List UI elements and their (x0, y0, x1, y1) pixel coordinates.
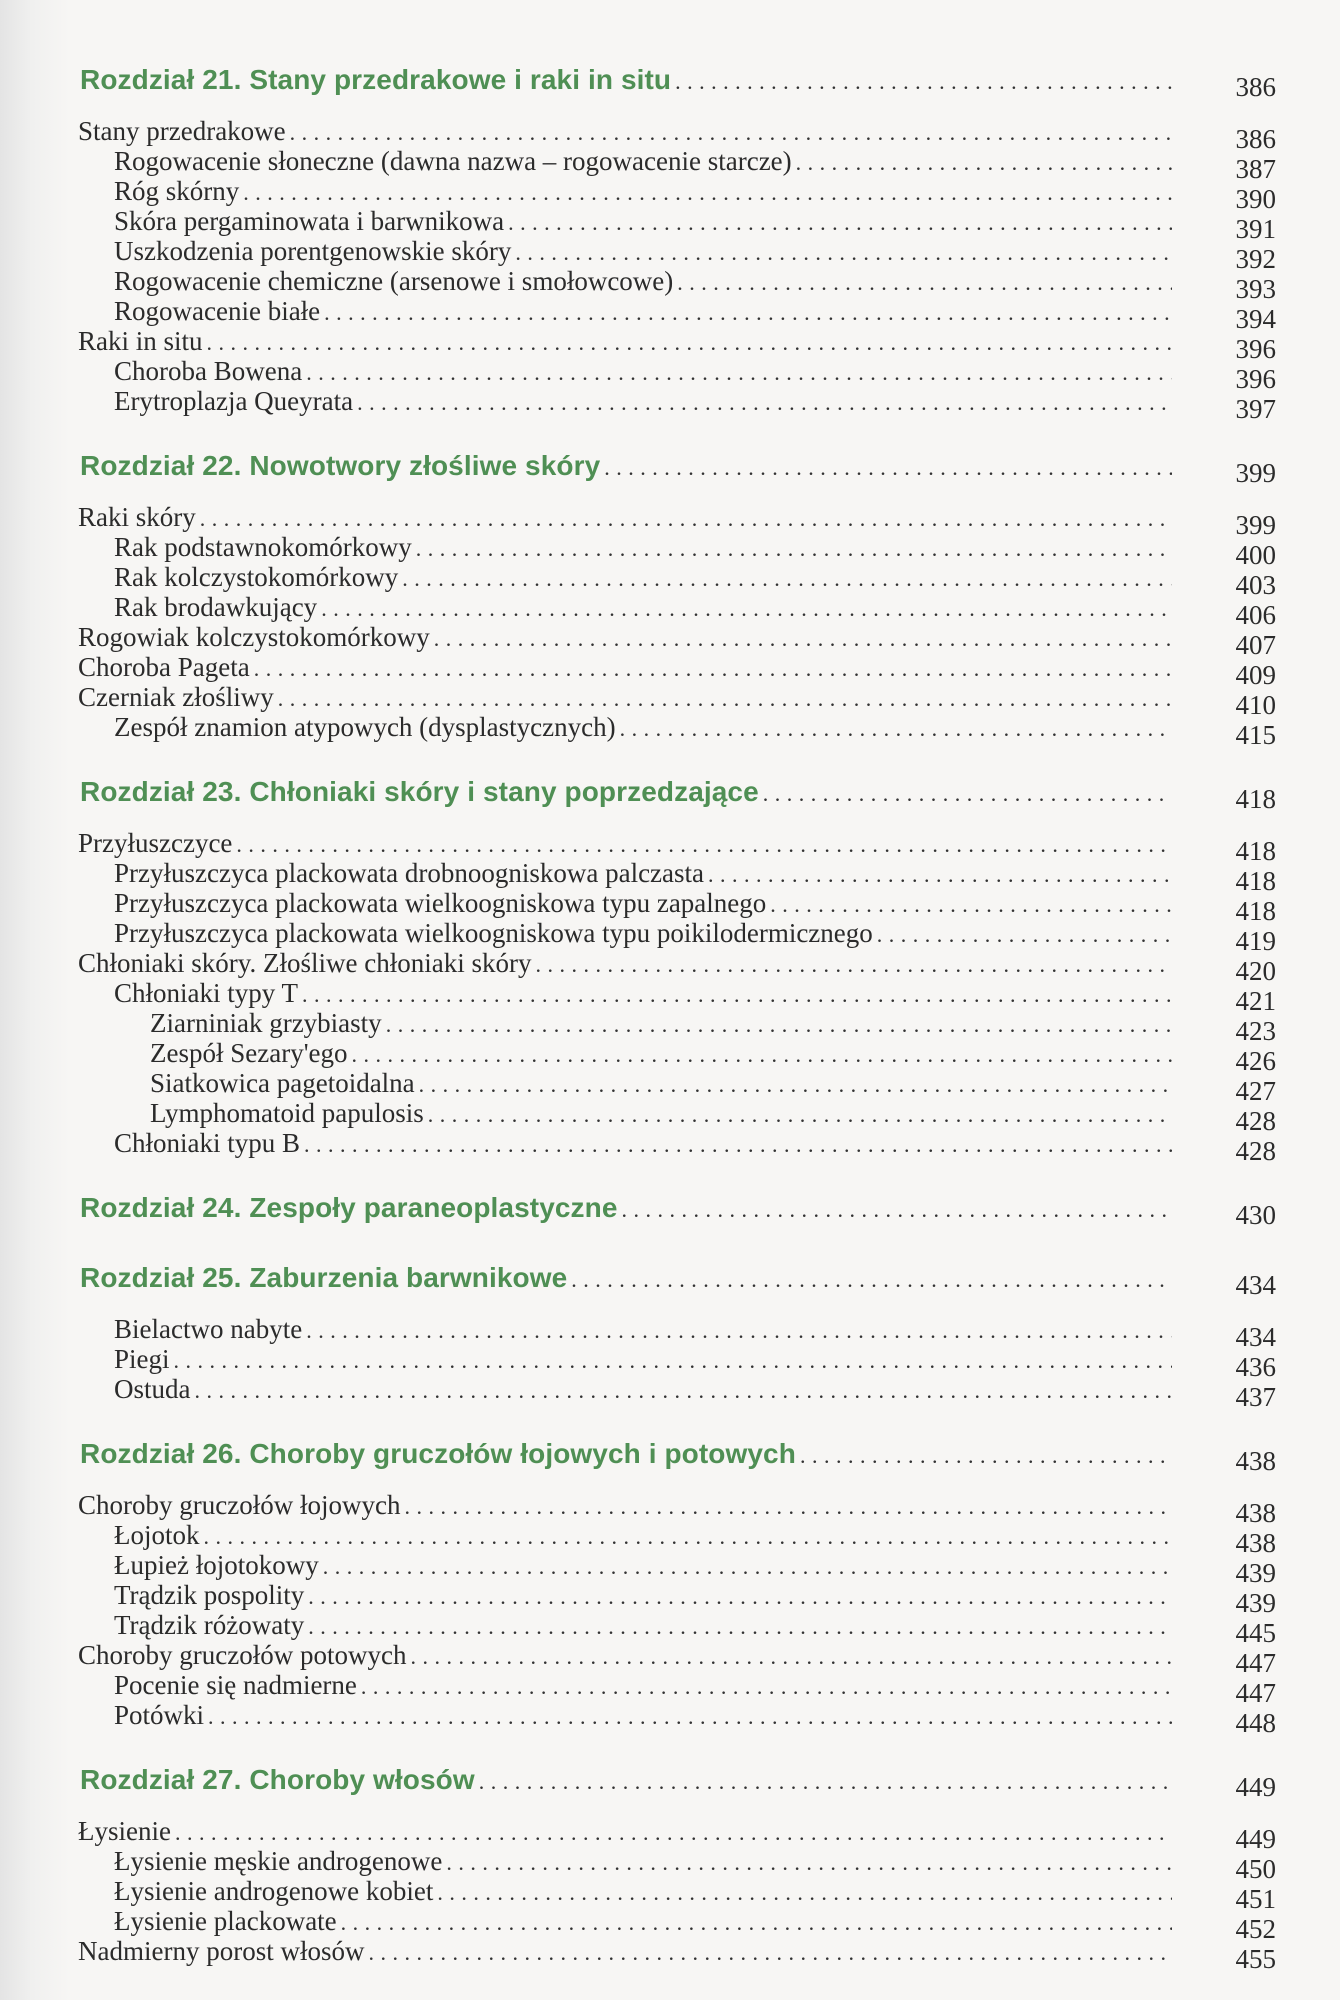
dot-leader (428, 1102, 1172, 1128)
toc-entry[interactable] (66, 1314, 1276, 1352)
toc-entry[interactable] (66, 146, 1276, 184)
toc-entry-page-number: 438 (1235, 1498, 1276, 1528)
dot-leader (195, 1378, 1173, 1404)
dot-leader (416, 536, 1172, 562)
toc-entry-row (78, 1490, 1172, 1521)
dot-leader (278, 686, 1172, 712)
chapter-page-number: 449 (1235, 1772, 1276, 1802)
toc-entry-page-number: 436 (1235, 1352, 1276, 1382)
dot-leader (308, 1614, 1172, 1640)
toc-entry[interactable] (66, 176, 1276, 214)
toc-entry-row (78, 1816, 1172, 1847)
toc-entry[interactable] (66, 532, 1276, 570)
toc-entry-page-number: 449 (1235, 1824, 1276, 1854)
dot-leader (306, 360, 1172, 386)
toc-entry-row (114, 1314, 1172, 1345)
toc-entry[interactable] (66, 1816, 1276, 1854)
chapter-title-row (80, 450, 1172, 482)
dot-leader (620, 716, 1172, 742)
chapter-title: Rozdział 22. Nowotwory złośliwe skóry (80, 450, 601, 481)
toc-entry-page-number: 423 (1235, 1016, 1276, 1046)
chapter-title-row (80, 776, 1172, 808)
dot-leader (361, 1674, 1172, 1700)
chapter-title: Rozdział 21. Stany przedrakowe i raki in situ (80, 64, 672, 95)
toc-entry-label: Choroba Pageta (78, 652, 250, 682)
chapter-title-row (80, 1192, 1172, 1224)
toc-entry[interactable] (66, 1640, 1276, 1678)
toc-entry[interactable] (66, 828, 1276, 866)
toc-entry-page-number: 427 (1235, 1076, 1276, 1106)
toc-entry-page-number: 393 (1235, 274, 1276, 304)
dot-leader (419, 1072, 1172, 1098)
toc-entry-label: Chłoniaki skóry. Złośliwe chłoniaki skóry (78, 948, 532, 978)
toc-entry-page-number: 451 (1235, 1884, 1276, 1914)
toc-entry[interactable] (66, 1550, 1276, 1588)
toc-entry-label: Rogowacenie słoneczne (dawna nazwa – rogowacenie starcze) (114, 146, 792, 176)
toc-entry-row (114, 1344, 1172, 1375)
dot-leader (622, 1197, 1172, 1223)
toc-entry-row (150, 1068, 1172, 1099)
dot-leader (675, 69, 1172, 95)
toc-entry-label: Czerniak złośliwy (78, 682, 274, 712)
toc-entry-page-number: 403 (1235, 570, 1276, 600)
toc-entry-row (114, 532, 1172, 563)
toc-entry-page-number: 390 (1235, 184, 1276, 214)
toc-entry-page-number: 397 (1235, 394, 1276, 424)
toc-entry-row (114, 146, 1172, 177)
dot-leader (763, 781, 1172, 807)
toc-entry-page-number: 418 (1235, 836, 1276, 866)
toc-entry[interactable] (66, 1490, 1276, 1528)
toc-entry-page-number: 391 (1235, 214, 1276, 244)
toc-entry-page-number: 396 (1235, 364, 1276, 394)
dot-leader (306, 1318, 1172, 1344)
toc-entry-label: Przyłuszczyca plackowata drobnoogniskowa palczasta (114, 858, 705, 888)
toc-entry[interactable] (66, 206, 1276, 244)
chapter-page-number: 434 (1235, 1270, 1276, 1300)
chapter-page-number: 399 (1235, 458, 1276, 488)
toc-entry[interactable] (66, 1344, 1276, 1382)
chapter-heading[interactable] (66, 772, 1276, 812)
toc-entry-row (114, 296, 1172, 327)
dot-leader (479, 1769, 1172, 1795)
chapter-section (66, 1760, 1276, 1974)
toc-entry[interactable] (66, 948, 1276, 986)
chapter-section (66, 1258, 1276, 1412)
toc-entry-label: Łysienie (78, 1816, 171, 1846)
toc-entry-row (78, 326, 1172, 357)
toc-entry-label: Łupież łojotokowy (114, 1550, 319, 1580)
toc-entry-page-number: 445 (1235, 1618, 1276, 1648)
toc-entry-page-number: 450 (1235, 1854, 1276, 1884)
toc-entry[interactable] (66, 502, 1276, 540)
toc-entry-label: Trądzik różowaty (114, 1610, 305, 1640)
toc-entry-page-number: 409 (1235, 660, 1276, 690)
toc-entry[interactable] (66, 1610, 1276, 1648)
toc-entry-label: Skóra pergaminowata i barwnikowa (114, 206, 505, 236)
toc-entry-label: Zespół znamion atypowych (dysplastycznych) (114, 712, 616, 742)
toc-entry-page-number: 419 (1235, 926, 1276, 956)
chapter-title-row (80, 1262, 1172, 1294)
toc-entry[interactable] (66, 326, 1276, 364)
toc-entry-page-number: 439 (1235, 1588, 1276, 1618)
toc-entry[interactable] (66, 562, 1276, 600)
toc-entry-label: Rak kolczystokomórkowy (114, 562, 399, 592)
toc-entry[interactable] (66, 712, 1276, 750)
toc-entry[interactable] (66, 1580, 1276, 1618)
dot-leader (404, 1494, 1172, 1520)
toc-entry-page-number: 421 (1235, 986, 1276, 1016)
toc-entry-page-number: 438 (1235, 1528, 1276, 1558)
toc-entry-label: Przyłuszczyca plackowata wielkoogniskowa typu poikilodermicznego (114, 918, 873, 948)
chapter-title: Rozdział 27. Choroby włosów (80, 1764, 475, 1795)
toc-entry-row (78, 502, 1172, 533)
chapter-page-number: 386 (1235, 72, 1276, 102)
chapter-section (66, 446, 1276, 750)
toc-entry[interactable] (66, 1008, 1276, 1046)
toc-entry-row (150, 1008, 1172, 1039)
toc-entry-label: Przyłuszczyce (78, 828, 233, 858)
toc-entry-row (114, 1906, 1172, 1937)
chapter-title: Rozdział 24. Zespoły paraneoplastyczne (80, 1192, 618, 1223)
toc-entry[interactable] (66, 1876, 1276, 1914)
toc-entry-row (114, 888, 1172, 919)
toc-entry-page-number: 447 (1235, 1648, 1276, 1678)
toc-entry[interactable] (66, 1520, 1276, 1558)
toc-entry-page-number: 437 (1235, 1382, 1276, 1412)
dot-leader (321, 596, 1172, 622)
toc-entry[interactable] (66, 858, 1276, 896)
dot-leader (324, 300, 1172, 326)
toc-entry-row (114, 356, 1172, 387)
toc-entry-row (114, 206, 1172, 237)
dot-leader (204, 1524, 1173, 1550)
dot-leader (677, 270, 1172, 296)
chapter-title: Rozdział 26. Choroby gruczołów łojowych i potowych (80, 1438, 796, 1469)
toc-entry-row (78, 652, 1172, 683)
toc-entry-row (114, 176, 1172, 207)
toc-entry-page-number: 396 (1235, 334, 1276, 364)
toc-entry-page-number: 420 (1235, 956, 1276, 986)
dot-leader (800, 1443, 1172, 1469)
toc-entry[interactable] (66, 652, 1276, 690)
toc-entry[interactable] (66, 1128, 1276, 1166)
toc-entry[interactable] (66, 918, 1276, 956)
dot-leader (402, 566, 1172, 592)
chapter-title-row (80, 1764, 1172, 1796)
chapter-heading[interactable] (66, 446, 1276, 486)
toc-entry-label: Chłoniaki typy T (114, 978, 299, 1008)
toc-entry-row (78, 1640, 1172, 1671)
dot-leader (357, 390, 1172, 416)
toc-entry[interactable] (66, 1846, 1276, 1884)
toc-entry-page-number: 418 (1235, 896, 1276, 926)
toc-entry[interactable] (66, 1936, 1276, 1974)
toc-entry-page-number: 394 (1235, 304, 1276, 334)
toc-entry-label: Przyłuszczyca plackowata wielkoogniskowa typu zapalnego (114, 888, 767, 918)
toc-entry-label: Rogowacenie białe (114, 296, 321, 326)
toc-entry-row (78, 948, 1172, 979)
toc-entry-row (78, 622, 1172, 653)
toc-entry-page-number: 426 (1235, 1046, 1276, 1076)
toc-entry-page-number: 418 (1235, 866, 1276, 896)
toc-entry-row (114, 1846, 1172, 1877)
table-of-contents (66, 60, 1276, 1996)
dot-leader (200, 506, 1172, 532)
toc-entry[interactable] (66, 592, 1276, 630)
toc-entry-row (114, 592, 1172, 623)
toc-entry-row (114, 266, 1172, 297)
toc-entry-page-number: 400 (1235, 540, 1276, 570)
toc-entry-page-number: 452 (1235, 1914, 1276, 1944)
toc-entry-row (114, 1128, 1172, 1159)
toc-entry-label: Rogowiak kolczystokomórkowy (78, 622, 430, 652)
chapter-section (66, 1188, 1276, 1228)
toc-entry[interactable] (66, 116, 1276, 154)
toc-entry-row (78, 828, 1172, 859)
toc-entry[interactable] (66, 1038, 1276, 1076)
toc-entry-label: Choroby gruczołów łojowych (78, 1490, 401, 1520)
toc-entry[interactable] (66, 296, 1276, 334)
toc-entry-page-number: 386 (1235, 124, 1276, 154)
dot-leader (236, 832, 1172, 858)
toc-entry-label: Potówki (114, 1700, 205, 1730)
dot-leader (604, 455, 1172, 481)
toc-entry-row (114, 1374, 1172, 1405)
dot-leader (796, 150, 1172, 176)
dot-leader (290, 120, 1172, 146)
dot-leader (323, 1554, 1172, 1580)
toc-entry-row (114, 1550, 1172, 1581)
toc-entry-row (114, 1580, 1172, 1611)
chapter-page-number: 418 (1235, 784, 1276, 814)
toc-entry-label: Ziarniniak grzybiasty (150, 1008, 382, 1038)
dot-leader (174, 1348, 1172, 1374)
toc-entry-row (114, 386, 1172, 417)
toc-entry-label: Trądzik pospolity (114, 1580, 305, 1610)
dot-leader (877, 922, 1172, 948)
chapter-title: Rozdział 23. Chłoniaki skóry i stany poprzedzające (80, 776, 759, 807)
toc-entry-label: Uszkodzenia porentgenowskie skóry (114, 236, 512, 266)
dot-leader (571, 1267, 1172, 1293)
dot-leader (770, 892, 1172, 918)
toc-entry[interactable] (66, 682, 1276, 720)
dot-leader (207, 330, 1172, 356)
toc-entry-label: Rak podstawnokomórkowy (114, 532, 412, 562)
dot-leader (302, 982, 1172, 1008)
chapter-title-row (80, 64, 1172, 96)
toc-entry-label: Piegi (114, 1344, 170, 1374)
dot-leader (304, 1132, 1172, 1158)
toc-entry-label: Erytroplazja Queyrata (114, 386, 354, 416)
toc-entry-page-number: 406 (1235, 600, 1276, 630)
toc-entry-label: Łojotok (114, 1520, 200, 1550)
toc-entry-page-number: 439 (1235, 1558, 1276, 1588)
dot-leader (386, 1012, 1172, 1038)
dot-leader (437, 1880, 1172, 1906)
toc-entry-label: Chłoniaki typu B (114, 1128, 301, 1158)
toc-entry[interactable] (66, 1670, 1276, 1708)
chapter-heading[interactable] (66, 1188, 1276, 1228)
toc-entry-label: Łysienie męskie androgenowe (114, 1846, 443, 1876)
dot-leader (410, 1644, 1172, 1670)
toc-entry-label: Lymphomatoid papulosis (150, 1098, 424, 1128)
toc-entry-label: Ostuda (114, 1374, 191, 1404)
dot-leader (708, 862, 1172, 888)
chapter-heading[interactable] (66, 1760, 1276, 1800)
toc-entry[interactable] (66, 236, 1276, 274)
toc-entry-row (114, 1520, 1172, 1551)
toc-entry-row (114, 562, 1172, 593)
toc-entry-page-number: 392 (1235, 244, 1276, 274)
toc-entry-label: Stany przedrakowe (78, 116, 286, 146)
dot-leader (175, 1820, 1172, 1846)
toc-entry-page-number: 455 (1235, 1944, 1276, 1974)
dot-leader (341, 1910, 1172, 1936)
toc-entry[interactable] (66, 1700, 1276, 1738)
toc-entry-row (114, 236, 1172, 267)
toc-entry-label: Rogowacenie chemiczne (arsenowe i smołowcowe) (114, 266, 674, 296)
dot-leader (308, 1584, 1172, 1610)
chapter-heading[interactable] (66, 60, 1276, 100)
toc-entry-page-number: 410 (1235, 690, 1276, 720)
chapter-page-number: 438 (1235, 1446, 1276, 1476)
dot-leader (434, 626, 1172, 652)
toc-entry-page-number: 415 (1235, 720, 1276, 750)
toc-entry-label: Rak brodawkujący (114, 592, 318, 622)
dot-leader (515, 240, 1172, 266)
toc-entry-row (114, 918, 1172, 949)
dot-leader (508, 210, 1172, 236)
toc-entry-label: Pocenie się nadmierne (114, 1670, 357, 1700)
toc-entry-label: Raki in situ (78, 326, 203, 356)
dot-leader (368, 1940, 1172, 1966)
toc-entry[interactable] (66, 356, 1276, 394)
toc-entry[interactable] (66, 386, 1276, 424)
toc-entry-row (114, 1700, 1172, 1731)
toc-entry-page-number: 448 (1235, 1708, 1276, 1738)
toc-entry-label: Siatkowica pagetoidalna (150, 1068, 415, 1098)
toc-entry-page-number: 428 (1235, 1106, 1276, 1136)
toc-entry-label: Raki skóry (78, 502, 196, 532)
toc-entry[interactable] (66, 266, 1276, 304)
toc-entry-page-number: 387 (1235, 154, 1276, 184)
chapter-section (66, 60, 1276, 424)
book-gutter-shadow (0, 0, 70, 2000)
toc-entry[interactable] (66, 1374, 1276, 1412)
dot-leader (352, 1042, 1172, 1068)
chapter-title-row (80, 1438, 1172, 1470)
chapter-page-number: 430 (1235, 1200, 1276, 1230)
toc-entry-row (114, 978, 1172, 1009)
toc-entry-label: Nadmierny porost włosów (78, 1936, 365, 1966)
chapter-heading[interactable] (66, 1258, 1276, 1298)
dot-leader (243, 180, 1172, 206)
toc-entry-row (114, 858, 1172, 889)
chapter-title: Rozdział 25. Zaburzenia barwnikowe (80, 1262, 568, 1293)
dot-leader (446, 1850, 1172, 1876)
toc-entry[interactable] (66, 978, 1276, 1016)
dot-leader (208, 1704, 1172, 1730)
toc-entry-row (150, 1038, 1172, 1069)
toc-entry-label: Bielactwo nabyte (114, 1314, 303, 1344)
toc-entry-row (78, 682, 1172, 713)
toc-entry-page-number: 399 (1235, 510, 1276, 540)
toc-entry[interactable] (66, 1906, 1276, 1944)
toc-entry[interactable] (66, 622, 1276, 660)
toc-entry-label: Łysienie plackowate (114, 1906, 337, 1936)
chapter-section (66, 1434, 1276, 1738)
toc-entry-row (78, 1936, 1172, 1967)
toc-entry[interactable] (66, 1098, 1276, 1136)
toc-entry-row (150, 1098, 1172, 1129)
toc-entry-row (78, 116, 1172, 147)
toc-entry-page-number: 407 (1235, 630, 1276, 660)
toc-entry-row (114, 1670, 1172, 1701)
dot-leader (535, 952, 1172, 978)
toc-entry-page-number: 434 (1235, 1322, 1276, 1352)
toc-entry[interactable] (66, 888, 1276, 926)
toc-entry-label: Róg skórny (114, 176, 240, 206)
toc-entry-label: Zespół Sezary'ego (150, 1038, 348, 1068)
toc-entry-label: Łysienie androgenowe kobiet (114, 1876, 434, 1906)
toc-entry-row (114, 1610, 1172, 1641)
chapter-section (66, 772, 1276, 1166)
chapter-heading[interactable] (66, 1434, 1276, 1474)
toc-entry-page-number: 428 (1235, 1136, 1276, 1166)
dot-leader (254, 656, 1172, 682)
toc-entry-page-number: 447 (1235, 1678, 1276, 1708)
toc-entry-row (114, 1876, 1172, 1907)
toc-entry-row (114, 712, 1172, 743)
toc-entry-label: Choroby gruczołów potowych (78, 1640, 407, 1670)
toc-entry-label: Choroba Bowena (114, 356, 303, 386)
toc-entry[interactable] (66, 1068, 1276, 1106)
